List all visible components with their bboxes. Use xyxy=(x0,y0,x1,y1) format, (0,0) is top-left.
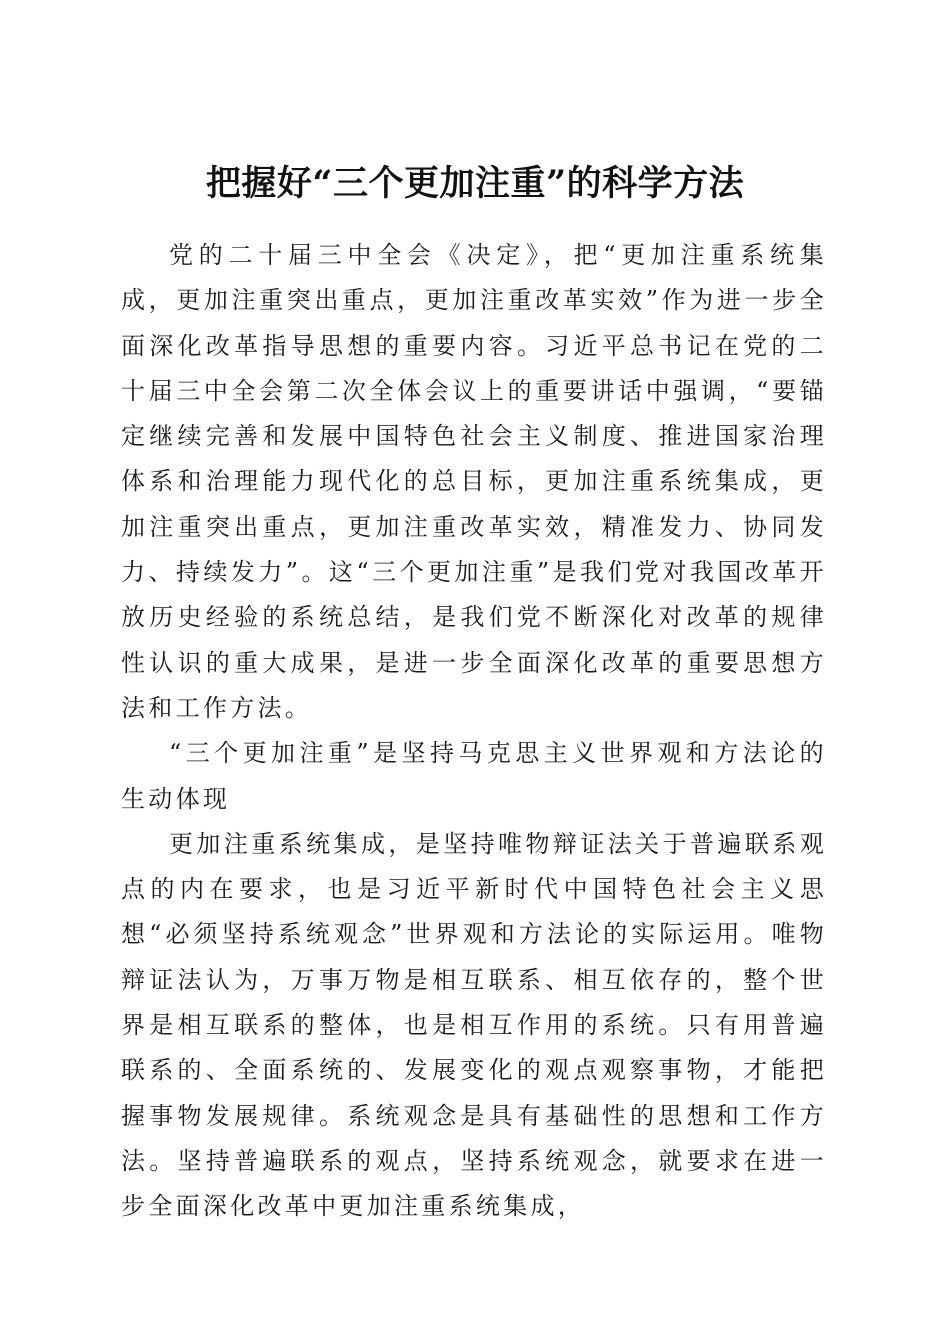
document-title: 把握好“三个更加注重”的科学方法 xyxy=(205,163,745,205)
section-heading: “三个更加注重”是坚持马克思主义世界观和方法论的生动体现 xyxy=(121,739,827,813)
document-body xyxy=(121,233,827,1230)
paragraph-intro: 党的二十届三中全会《决定》，把“更加注重系统集成，更加注重突出重点，更加注重改革实效”作为进一步全面深化改革指导思想的重要内容。习近平总书记在党的二十届三中全会第二次全体会议上的重要讲话中强调，“要锚定继续完善和发展中国特色社会主义制度、推进国家治理体系和治理能力现代化的总目标，更加注重系统集成，更加注重突出重点，更加注重改革实效，精准发力、协同发力、持续发力”。这“三个更加注重”是我们党对我国改革开放历史经验的系统总结，是我们党不断深化对改革的规律性认识的重大成果，是进一步全面深化改革的重要思想方法和工作方法。 xyxy=(121,241,827,722)
paragraph-system-integration: 更加注重系统集成，是坚持唯物辩证法关于普遍联系观点的内在要求，也是习近平新时代中国特色社会主义思想“必须坚持系统观念”世界观和方法论的实际运用。唯物辩证法认为，万事万物是相互联系、相互依存的，整个世界是相互联系的整体，也是相互作用的系统。只有用普遍联系的、全面系统的、发展变化的观点观察事物，才能把握事物发展规律。系统观念是具有基础性的思想和工作方法。坚持普遍联系的观点，坚持系统观念，就要求在进一步全面深化改革中更加注重系统集成， xyxy=(121,829,827,1221)
